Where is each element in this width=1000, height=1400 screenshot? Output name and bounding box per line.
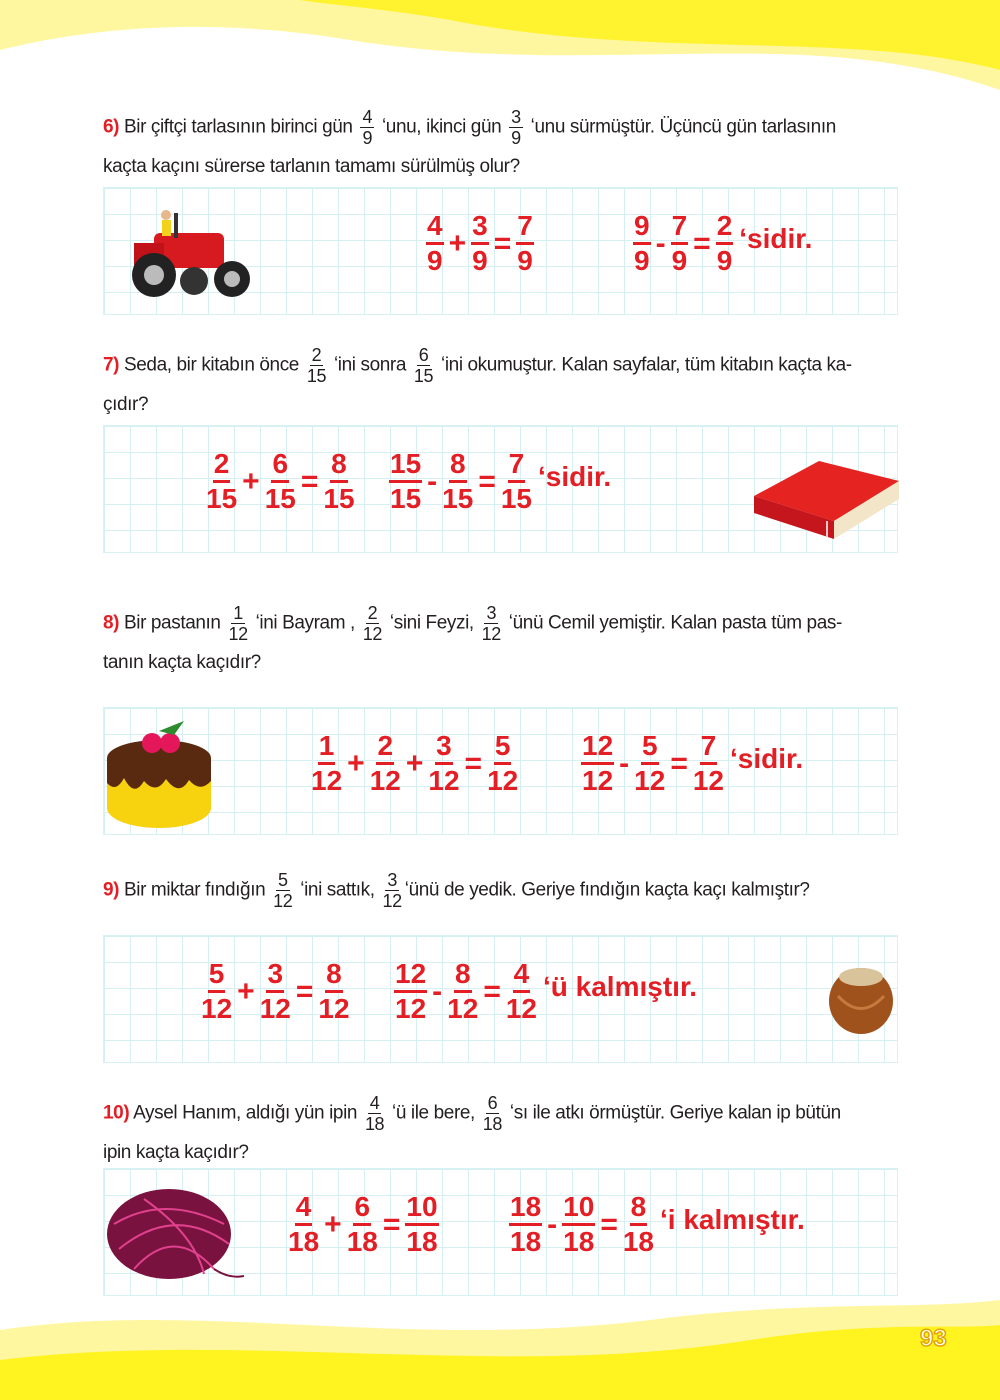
question-text: ʻsı ile atkı örmüştür. Geriye kalan ip bütün <box>505 1102 841 1124</box>
numerator: 4 <box>513 958 531 993</box>
answer-box-8 <box>103 707 898 835</box>
operator: = <box>464 746 483 780</box>
answer-box-7 <box>103 425 898 553</box>
denominator: 12 <box>428 765 460 796</box>
fraction <box>363 603 382 644</box>
fraction <box>318 958 349 1025</box>
denominator: 15 <box>413 366 434 386</box>
operator: - <box>427 464 438 498</box>
question-text: ʻsini Feyzi, <box>385 612 479 634</box>
denominator: 12 <box>259 993 291 1024</box>
page-number: 93 <box>920 1325 947 1352</box>
tractor-image <box>114 203 264 308</box>
denominator: 12 <box>382 891 402 911</box>
denominator: 9 <box>362 128 373 148</box>
denominator: 15 <box>323 483 355 514</box>
question-text: ʻini Bayram , <box>250 612 360 634</box>
denominator: 9 <box>472 245 488 276</box>
operator: - <box>547 1207 558 1241</box>
denominator: 12 <box>311 765 343 796</box>
question-text: Bir pastanın <box>119 612 226 634</box>
fraction <box>383 870 402 911</box>
denominator: 15 <box>442 483 474 514</box>
numerator: 8 <box>454 958 472 993</box>
fraction <box>389 448 422 515</box>
numerator: 3 <box>266 958 284 993</box>
fraction <box>442 448 473 515</box>
numerator: 7 <box>516 210 534 245</box>
answer-box-10 <box>103 1168 898 1296</box>
question-text: Aysel Hanım, aldığı yün ipin <box>129 1102 362 1124</box>
question-text: Bir çiftçi tarlasının birinci gün <box>119 116 358 138</box>
denominator: 9 <box>716 245 733 276</box>
fraction <box>360 107 374 148</box>
numerator: 15 <box>389 448 422 483</box>
denominator: 18 <box>406 1226 438 1257</box>
fraction <box>414 345 433 386</box>
denominator: 12 <box>362 624 383 644</box>
question-text: çıdır? <box>103 394 149 415</box>
cake-image <box>104 713 214 838</box>
answer-suffix: ʻsidir. <box>739 222 813 254</box>
question-text: ʻini sonra <box>329 354 411 376</box>
question-line <box>103 644 903 682</box>
fraction <box>693 730 724 797</box>
fraction <box>447 958 478 1025</box>
top-yellow-wave <box>0 0 1000 110</box>
denominator: 15 <box>264 483 296 514</box>
denominator: 12 <box>487 765 519 796</box>
fraction <box>516 210 534 277</box>
numerator: 4 <box>362 107 373 127</box>
denominator: 18 <box>622 1226 654 1257</box>
fraction <box>633 210 651 277</box>
question-9 <box>103 870 903 911</box>
denominator: 12 <box>634 765 666 796</box>
subtraction-equation <box>631 210 812 277</box>
operator: - <box>655 226 666 260</box>
numerator: 12 <box>581 730 614 765</box>
numerator: 1 <box>318 730 336 765</box>
denominator: 12 <box>447 993 479 1024</box>
denominator: 12 <box>273 891 293 911</box>
answer-suffix: ʻü kalmıştır. <box>543 970 698 1002</box>
question-line <box>103 1093 903 1134</box>
numerator: 2 <box>367 603 378 623</box>
numerator: 6 <box>271 448 289 483</box>
operator: = <box>300 464 319 498</box>
numerator: 1 <box>233 603 243 623</box>
numerator: 7 <box>671 210 689 245</box>
denominator: 15 <box>390 483 422 514</box>
numerator: 2 <box>376 730 394 765</box>
fraction <box>311 730 342 797</box>
question-text: ʻü ile bere, <box>387 1102 480 1124</box>
operator: + <box>324 1207 342 1241</box>
question-line <box>103 1134 903 1172</box>
operator: + <box>347 746 365 780</box>
question-8 <box>103 603 903 682</box>
question-text: kaçta kaçını sürerse tarlanın tamamı sürülmüş olur? <box>103 156 520 177</box>
fraction <box>323 448 354 515</box>
operator: + <box>405 746 424 780</box>
denominator: 9 <box>671 245 688 276</box>
operator: = <box>693 226 711 260</box>
denominator: 12 <box>369 765 401 796</box>
denominator: 12 <box>228 624 248 644</box>
question-number: 9) <box>103 879 120 901</box>
answer-box-9 <box>103 935 898 1063</box>
numerator: 10 <box>405 1191 438 1226</box>
numerator: 5 <box>208 958 226 993</box>
fraction <box>483 1093 502 1134</box>
addition-equation <box>286 1191 441 1258</box>
numerator: 2 <box>716 210 734 245</box>
question-number: 8) <box>103 612 120 634</box>
fraction <box>288 1191 319 1258</box>
numerator: 12 <box>394 958 427 993</box>
fraction <box>501 448 532 515</box>
denominator: 12 <box>395 993 427 1024</box>
question-text: ʻini sattık, <box>295 879 380 901</box>
fraction <box>482 603 501 644</box>
question-line <box>103 603 903 644</box>
numerator: 5 <box>641 730 659 765</box>
question-text: ʻini okumuştur. Kalan sayfalar, tüm kitabın kaçta ka- <box>436 354 852 376</box>
numerator: 6 <box>353 1191 371 1226</box>
numerator: 8 <box>630 1191 648 1226</box>
denominator: 18 <box>563 1226 595 1257</box>
fraction <box>471 210 489 277</box>
numerator: 3 <box>387 870 397 890</box>
fraction <box>426 210 444 277</box>
operator: + <box>237 974 255 1008</box>
book-image <box>749 451 899 546</box>
bottom-yellow-wave <box>0 1290 1000 1400</box>
subtraction-equation <box>579 730 803 797</box>
fraction <box>206 448 237 515</box>
denominator: 9 <box>634 245 650 276</box>
answer-suffix: ʻsidir. <box>538 460 612 492</box>
denominator: 18 <box>364 1114 385 1134</box>
fraction <box>365 1093 384 1134</box>
subtraction-equation <box>387 448 611 515</box>
numerator: 3 <box>511 107 521 127</box>
numerator: 5 <box>277 870 288 890</box>
fraction <box>405 1191 438 1258</box>
numerator: 4 <box>426 210 444 245</box>
denominator: 12 <box>505 993 537 1024</box>
numerator: 3 <box>471 210 489 245</box>
denominator: 18 <box>288 1226 320 1257</box>
operator: = <box>295 974 314 1008</box>
addition-equation <box>309 730 520 797</box>
fraction <box>394 958 427 1025</box>
fraction <box>370 730 401 797</box>
fraction <box>562 1191 595 1258</box>
answer-suffix: ʻsidir. <box>730 742 804 774</box>
numerator: 3 <box>486 603 497 623</box>
numerator: 6 <box>418 345 429 365</box>
fraction <box>671 210 689 277</box>
denominator: 18 <box>510 1226 542 1257</box>
denominator: 12 <box>481 624 501 644</box>
fraction <box>201 958 232 1025</box>
denominator: 12 <box>201 993 233 1024</box>
question-number: 7) <box>103 354 120 376</box>
denominator: 12 <box>582 765 614 796</box>
fraction <box>228 603 247 644</box>
numerator: 8 <box>330 448 348 483</box>
fraction <box>716 210 734 277</box>
numerator: 7 <box>700 730 718 765</box>
question-10 <box>103 1093 903 1172</box>
question-text: Seda, bir kitabın önce <box>119 354 304 376</box>
fraction <box>265 448 296 515</box>
denominator: 18 <box>482 1114 503 1134</box>
subtraction-equation <box>507 1191 805 1258</box>
operator: = <box>600 1207 618 1241</box>
denominator: 12 <box>692 765 724 796</box>
operator: = <box>493 226 512 260</box>
subtraction-equation <box>392 958 697 1025</box>
numerator: 4 <box>295 1191 313 1226</box>
operator: = <box>670 746 688 780</box>
fraction <box>623 1191 654 1258</box>
question-text: ʻunu sürmüştür. Üçüncü gün tarlasının <box>525 116 836 138</box>
question-line <box>103 345 903 386</box>
fraction <box>506 958 537 1025</box>
operator: = <box>483 974 501 1008</box>
numerator: 6 <box>487 1093 498 1113</box>
denominator: 9 <box>511 128 521 148</box>
numerator: 3 <box>435 730 453 765</box>
numerator: 5 <box>494 730 512 765</box>
fraction <box>487 730 518 797</box>
denominator: 15 <box>500 483 532 514</box>
question-number: 10) <box>103 1102 130 1124</box>
denominator: 12 <box>318 993 350 1024</box>
answer-box-6 <box>103 187 898 315</box>
fraction <box>260 958 291 1025</box>
addition-equation <box>424 210 536 277</box>
hazelnut-image <box>826 961 896 1041</box>
fraction <box>581 730 614 797</box>
numerator: 9 <box>633 210 651 245</box>
question-text: tanın kaçta kaçıdır? <box>103 652 261 673</box>
question-text: ʻünü de yedik. Geriye fındığın kaçta kaçı kalmıştır? <box>404 879 810 901</box>
question-text: ipin kaçta kaçıdır? <box>103 1142 249 1163</box>
question-line <box>103 870 903 911</box>
question-7 <box>103 345 903 424</box>
numerator: 2 <box>311 345 322 365</box>
fraction <box>347 1191 378 1258</box>
answer-suffix: ʻi kalmıştır. <box>660 1203 805 1235</box>
denominator: 9 <box>427 245 443 276</box>
denominator: 9 <box>517 245 533 276</box>
operator: - <box>619 746 630 780</box>
operator: = <box>382 1207 401 1241</box>
fraction <box>428 730 459 797</box>
operator: = <box>478 464 496 498</box>
yarn-image <box>104 1184 244 1289</box>
fraction <box>273 870 292 911</box>
question-number: 6) <box>103 116 120 138</box>
addition-equation <box>204 448 357 515</box>
numerator: 10 <box>562 1191 595 1226</box>
operator: + <box>448 226 467 260</box>
denominator: 15 <box>306 366 327 386</box>
numerator: 7 <box>508 448 526 483</box>
question-line <box>103 386 903 424</box>
fraction <box>509 1191 542 1258</box>
operator: - <box>432 974 443 1008</box>
denominator: 15 <box>206 483 238 514</box>
numerator: 2 <box>213 448 231 483</box>
fraction <box>509 107 523 148</box>
numerator: 18 <box>509 1191 542 1226</box>
question-text: ʻünü Cemil yemiştir. Kalan pasta tüm pas- <box>503 612 842 634</box>
question-text: Bir miktar fındığın <box>119 879 271 901</box>
numerator: 4 <box>369 1093 380 1113</box>
question-6 <box>103 107 903 186</box>
question-text: ʻunu, ikinci gün <box>377 116 507 138</box>
fraction <box>634 730 665 797</box>
denominator: 18 <box>346 1226 378 1257</box>
fraction <box>307 345 326 386</box>
addition-equation <box>199 958 352 1025</box>
operator: + <box>242 464 260 498</box>
question-line <box>103 148 903 186</box>
numerator: 8 <box>325 958 343 993</box>
question-line <box>103 107 903 148</box>
numerator: 8 <box>449 448 467 483</box>
